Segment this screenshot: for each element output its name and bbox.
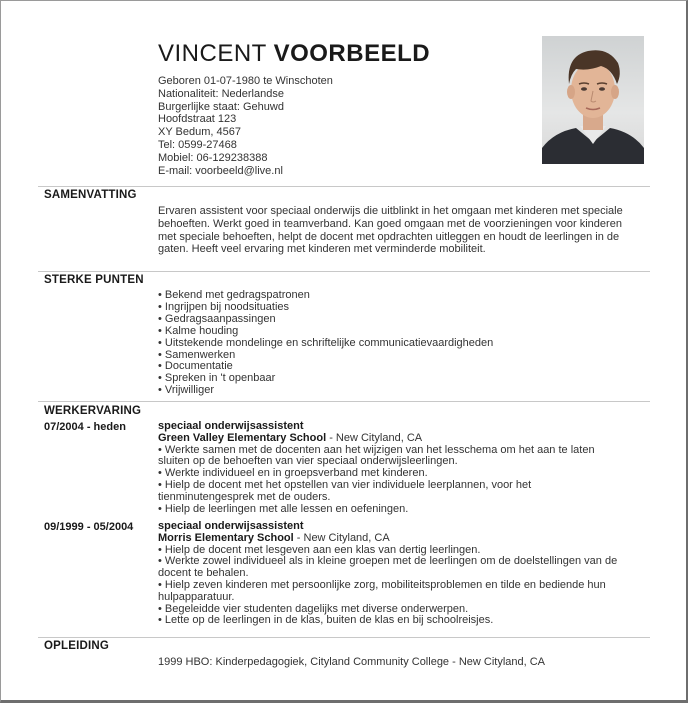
contact-line: Geboren 01-07-1980 te Winschoten — [158, 75, 333, 87]
candidate-name — [158, 40, 430, 68]
job-bullet: • Hielp zeven kinderen met persoonlijke zorg, mobiliteitsproblemen en tilde en bediende hun hulpapparatuur. — [158, 578, 606, 603]
last-name: VOORBEELD — [273, 40, 431, 67]
job-title: speciaal onderwijsassistent — [158, 520, 304, 532]
summary-text: Ervaren assistent voor speciaal onderwijs die uitblinkt in het omgaan met kinderen met speciale behoeften. Werkt goed in teamverband. Kan goed omgaan met de voorzieningen voor kinderen met speciale behoeften, helpt de docent met opdrachten uitleggen en houdt de leerlingen in de gaten. Heeft veel ervaring met kinderen met verminderde mobiliteit. — [158, 205, 623, 256]
job-bullet: • Werkte individueel en in groepsverband met kinderen. — [158, 467, 428, 480]
section-divider — [38, 401, 650, 402]
profile-photo — [542, 36, 644, 164]
education-heading: OPLEIDING — [44, 640, 110, 652]
employer-location: - New Cityland, CA — [326, 431, 423, 444]
job-bullet: • Hielp de docent met lesgeven aan een klas van dertig leerlingen. — [158, 543, 481, 556]
job-bullet: • Begeleidde vier studenten dagelijks met diverse onderwerpen. — [158, 602, 469, 615]
employer-name: Green Valley Elementary School — [158, 431, 327, 444]
contact-line: Burgerlijke staat: Gehuwd — [158, 100, 284, 113]
list-item: • Gedragsaanpassingen — [158, 312, 276, 325]
list-item: • Samenwerken — [158, 348, 236, 361]
list-item: • Kalme houding — [158, 324, 239, 337]
contact-line: Nationaliteit: Nederlandse — [158, 87, 284, 100]
contact-line: XY Bedum, 4567 — [158, 126, 241, 139]
contact-line: Tel: 0599-27468 — [158, 138, 237, 151]
employer-name: Morris Elementary School — [158, 531, 294, 544]
job-dates: 07/2004 - heden — [44, 421, 126, 433]
list-item: • Spreken in 't openbaar — [158, 372, 276, 385]
education-entry: 1999 HBO: Kinderpedagogiek, Cityland Community College - New Cityland, CA — [158, 656, 546, 668]
contact-line: Hoofdstraat 123 — [158, 113, 237, 126]
summary-heading: SAMENVATTING — [44, 189, 137, 201]
portrait-icon — [542, 36, 644, 164]
section-divider — [38, 186, 650, 187]
list-item: • Vrijwilliger — [158, 384, 215, 397]
contact-details — [158, 75, 333, 177]
list-item: • Uitstekende mondelinge en schriftelijke communicatievaardigheden — [158, 336, 494, 349]
section-divider — [38, 271, 650, 272]
job-employer — [158, 433, 628, 445]
experience-heading: WERKERVARING — [44, 405, 142, 417]
job-dates: 09/1999 - 05/2004 — [44, 521, 134, 533]
list-item: • Ingrijpen bij noodsituaties — [158, 300, 290, 313]
strengths-heading: STERKE PUNTEN — [44, 274, 144, 286]
job-bullet: • Hielp de docent met het opstellen van vier individuele leerplannen, voor het tienminutengesprek met de ouders. — [158, 478, 532, 503]
list-item: • Bekend met gedragspatronen — [158, 289, 310, 301]
job-entry — [158, 521, 628, 627]
job-bullet: • Lette op de leerlingen in de klas, buiten de klas en bij schoolreisjes. — [158, 614, 494, 627]
job-entry — [158, 421, 628, 515]
employer-location: - New Cityland, CA — [293, 531, 390, 544]
contact-line: E-mail: voorbeeld@live.nl — [158, 164, 283, 177]
job-bullet: • Werkte zowel individueel als in kleine groepen met de leerlingen om de doelstellingen van de docent te behalen. — [158, 555, 618, 580]
job-bullet: • Hielp de leerlingen met alle lessen en oefeningen. — [158, 502, 409, 515]
first-name: VINCENT — [158, 40, 267, 67]
job-title: speciaal onderwijsassistent — [158, 420, 304, 432]
job-employer — [158, 533, 628, 545]
strengths-list — [158, 290, 638, 397]
section-divider — [38, 637, 650, 638]
contact-line: Mobiel: 06-129238388 — [158, 151, 268, 164]
list-item: • Documentatie — [158, 360, 233, 373]
job-bullet: • Werkte samen met de docenten aan het wijzigen van het lesschema om het aan te laten sluiten op de behoeften van vier speciaal onderwijsleerlingen. — [158, 443, 595, 468]
